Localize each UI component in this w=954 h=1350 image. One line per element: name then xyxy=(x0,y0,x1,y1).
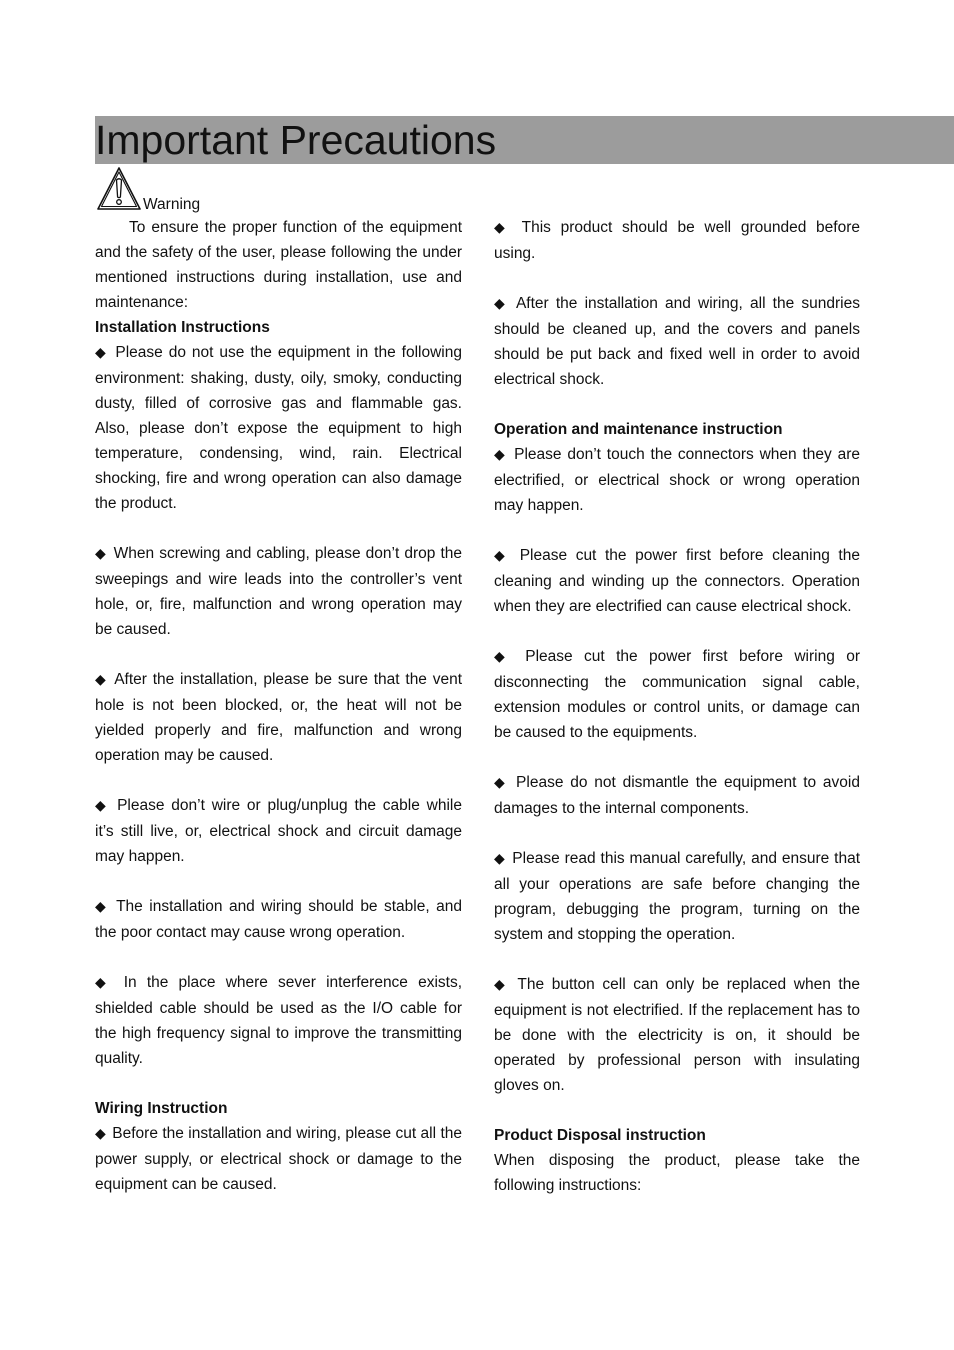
bullet-icon: ◆ xyxy=(494,775,508,791)
bullet-text: Please do not use the equipment in the following environment: shaking, dusty, oily, smoky, conducting dusty, filled of corrosive gas and flammable gas. Also, please don’t expose the equipment to high temperature, condensing, wind, rain. Electrical shocking, fire and wrong operation can also damage the product. xyxy=(95,344,462,512)
bullet-icon: ◆ xyxy=(95,975,112,991)
warning-label: Warning xyxy=(143,196,201,213)
installation-heading: Installation Instructions xyxy=(95,319,270,336)
bullet-icon: ◆ xyxy=(95,899,108,915)
bullet-text: In the place where sever interference exists, shielded cable should be used as the I/O cable for the high frequency signal to improve the transmitting quality. xyxy=(95,974,462,1067)
bullet-text: The button cell can only be replaced when the equipment is not electrified. If the replacement has to be done with the electricity is on, it should be operated by professional person with insulating gloves on. xyxy=(494,976,860,1094)
bullet-item xyxy=(494,972,860,1098)
bullet-item xyxy=(95,340,462,516)
bullet-icon: ◆ xyxy=(95,546,107,562)
bullet-icon: ◆ xyxy=(95,1126,106,1142)
operation-heading: Operation and maintenance instruction xyxy=(494,421,783,438)
bullet-text: After the installation and wiring, all the sundries should be cleaned up, and the covers and panels should be put back and fixed well in order to avoid electrical shock. xyxy=(494,295,860,388)
bullet-text: After the installation, please be sure that the vent hole is not been blocked, or, the heat will not be yielded properly and fire, malfunction and wrong operation may be caused. xyxy=(95,671,463,764)
bullet-icon: ◆ xyxy=(494,977,509,993)
bullet-text: Please cut the power first before wiring or disconnecting the communication signal cable, extension modules or control units, or damage can be caused to the equipments. xyxy=(494,648,860,741)
disposal-paragraph: When disposing the product, please take the following instructions: xyxy=(494,1152,860,1194)
bullet-text: Please don’t touch the connectors when they are electrified, or electrical shock or wrong operation may happen. xyxy=(494,446,860,514)
bullet-icon: ◆ xyxy=(494,649,512,665)
bullet-item xyxy=(95,1121,462,1197)
bullet-item xyxy=(494,442,860,518)
bullet-item xyxy=(494,291,860,392)
bullet-icon: ◆ xyxy=(494,851,506,867)
bullet-text: Please read this manual carefully, and ensure that all your operations are safe before changing the program, debugging the program, turning on the system and stopping the operation. xyxy=(494,850,860,943)
title-bar xyxy=(95,116,954,164)
bullet-item xyxy=(494,770,860,821)
bullet-item xyxy=(494,215,860,266)
bullet-icon: ◆ xyxy=(494,548,510,564)
left-column xyxy=(95,215,462,1197)
bullet-text: Please don’t wire or plug/unplug the cable while it’s still live, or, electrical shock and circuit damage may happen. xyxy=(95,797,462,865)
bullet-icon: ◆ xyxy=(494,220,511,236)
bullet-item xyxy=(95,667,462,768)
bullet-icon: ◆ xyxy=(494,447,507,463)
bullet-item xyxy=(95,970,462,1071)
page-title: Important Precautions xyxy=(95,117,497,163)
right-column xyxy=(494,215,860,1198)
bullet-text: The installation and wiring should be stable, and the poor contact may cause wrong operation. xyxy=(95,898,462,941)
bullet-icon: ◆ xyxy=(95,672,108,688)
disposal-heading: Product Disposal instruction xyxy=(494,1127,706,1144)
bullet-item xyxy=(95,793,462,869)
bullet-icon: ◆ xyxy=(95,798,109,814)
intro-paragraph: To ensure the proper function of the equipment and the safety of the user, please following the under mentioned instructions during installation, use and maintenance: xyxy=(95,219,462,311)
bullet-icon: ◆ xyxy=(95,345,108,361)
bullet-item xyxy=(494,543,860,619)
bullet-text: Please cut the power first before cleaning the cleaning and winding up the connectors. Operation when they are electrified can cause electrical shock. xyxy=(494,547,860,615)
bullet-text: Before the installation and wiring, please cut all the power supply, or electrical shock or damage to the equipment can be caused. xyxy=(95,1125,462,1193)
warning-triangle-icon xyxy=(96,166,142,212)
bullet-text: When screwing and cabling, please don’t drop the sweepings and wire leads into the controller’s vent hole, or, fire, malfunction and wrong operation may be caused. xyxy=(95,545,462,638)
bullet-item xyxy=(494,846,860,947)
bullet-item xyxy=(95,541,462,642)
bullet-item xyxy=(95,894,462,945)
wiring-heading: Wiring Instruction xyxy=(95,1100,228,1117)
bullet-icon: ◆ xyxy=(494,296,508,312)
bullet-text: Please do not dismantle the equipment to avoid damages to the internal components. xyxy=(494,774,860,817)
bullet-text: This product should be well grounded before using. xyxy=(494,219,861,262)
bullet-item xyxy=(494,644,860,745)
